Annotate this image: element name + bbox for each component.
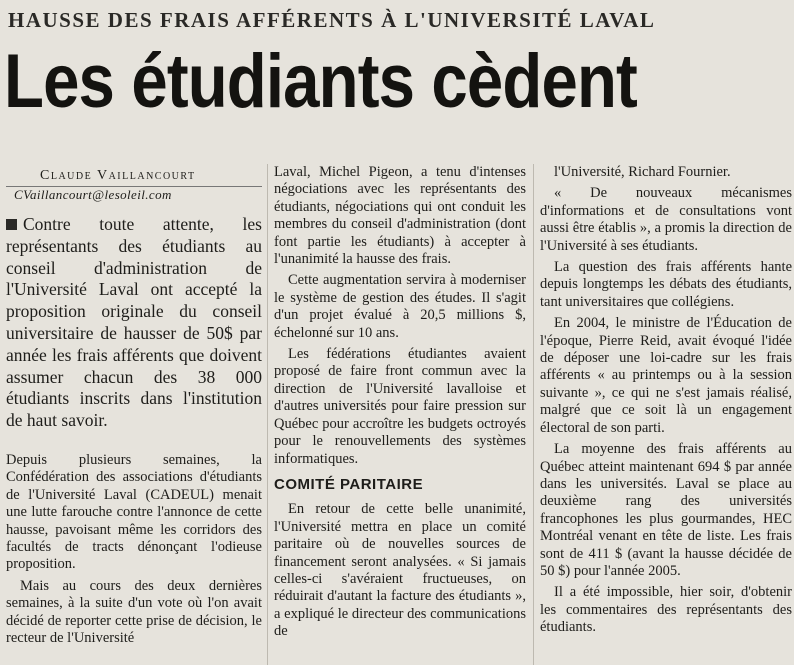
paragraph: Mais au cours des deux dernières semaines, à la suite d'un vote où l'on avait décidé de reporter cette prise de décision, le recteur de l'Université (6, 577, 262, 647)
bullet-square-icon (6, 219, 17, 230)
paragraph: La question des frais afférents hante depuis longtemps les débats des étudiants, tant universitaires que collégiens. (540, 259, 792, 310)
column-1 (6, 214, 262, 665)
paragraph: Laval, Michel Pigeon, a tenu d'intenses négociations avec les représentants des étudiants, négociations qui ont conduit les membres du conseil d'administration (dont font partie les étudiants) à accepter à l'unanimité la hausse des frais. (274, 164, 526, 268)
kicker: HAUSSE DES FRAIS AFFÉRENTS À L'UNIVERSITÉ LAVAL (8, 8, 656, 32)
byline-email: CVaillancourt@lesoleil.com (14, 187, 172, 202)
paragraph: Depuis plusieurs semaines, la Confédération des associations d'étudiants de l'Université Laval (CADEUL) menait une lutte farouche contre l'annonce de cette hausse, pavoisant même les corridors des facultés de tracts dénonçant l'odieuse proposition. (6, 451, 262, 573)
column-divider (267, 164, 268, 665)
paragraph: l'Université, Richard Fournier. (554, 164, 731, 180)
column-3 (540, 164, 792, 665)
lead-text: Contre toute attente, les représentants des étudiants au conseil d'administration de l'Université Laval ont accepté la proposition originale du conseil universitaire de hausser de 50$ par année les frais afférents que doivent assumer chacun des 38 000 étudiants inscrits dans l'institution de haut savoir. (6, 214, 262, 431)
paragraph: En retour de cette belle unanimité, l'Université mettra en place un comité paritaire où de nouvelles sources de financement seront analysées. « Si jamais celles-ci s'avéraient fructueuses, on réduirait d'autant la facture des étudiants », a expliqué le directeur des communications de (274, 501, 526, 640)
paragraph: Cette augmentation servira à moderniser le système de gestion des études. Il s'agit d'un projet évalué à 20,5 millions $, échelonné sur 10 ans. (274, 272, 526, 341)
paragraph: En 2004, le ministre de l'Éducation de l'époque, Pierre Reid, avait évoqué l'idée de déposer une loi-cadre sur les frais afférents « au printemps ou à la session suivante », ce qui ne s'est jamais réalisé, malgré que ce soit là un engagement électoral de son parti. (540, 315, 792, 436)
subheading: COMITÉ PARITAIRE (274, 475, 424, 493)
column-2 (274, 164, 526, 665)
byline-author: Claude Vaillancourt (40, 168, 196, 183)
paragraph: Les fédérations étudiantes avaient proposé de faire front commun avec la direction de l'Université lavalloise et d'autres universités pour faire pression sur Québec pour accroître les budgets octroyés pour le renouvellements des systèmes informatiques. (274, 346, 526, 467)
paragraph: « De nouveaux mécanismes d'informations et de consultations vont aussi être établis », a promis la direction de l'Université à ses étudiants. (540, 185, 792, 254)
paragraph: Il a été impossible, hier soir, d'obtenir les commentaires des représentants des étudiants. (540, 584, 792, 636)
lead-paragraph (6, 214, 262, 432)
paragraph: La moyenne des frais afférents au Québec atteint maintenant 694 $ par année dans les universités. Laval se place au deuxième rang des universités francophones les plus gourmandes, HEC Montréal venant en tête de liste. Les frais sont de 411 $ (avant la hausse décidée de 50 $) pour l'année 2005. (540, 441, 792, 579)
column-divider (533, 164, 534, 665)
headline: Les étudiants cèdent (4, 39, 637, 124)
